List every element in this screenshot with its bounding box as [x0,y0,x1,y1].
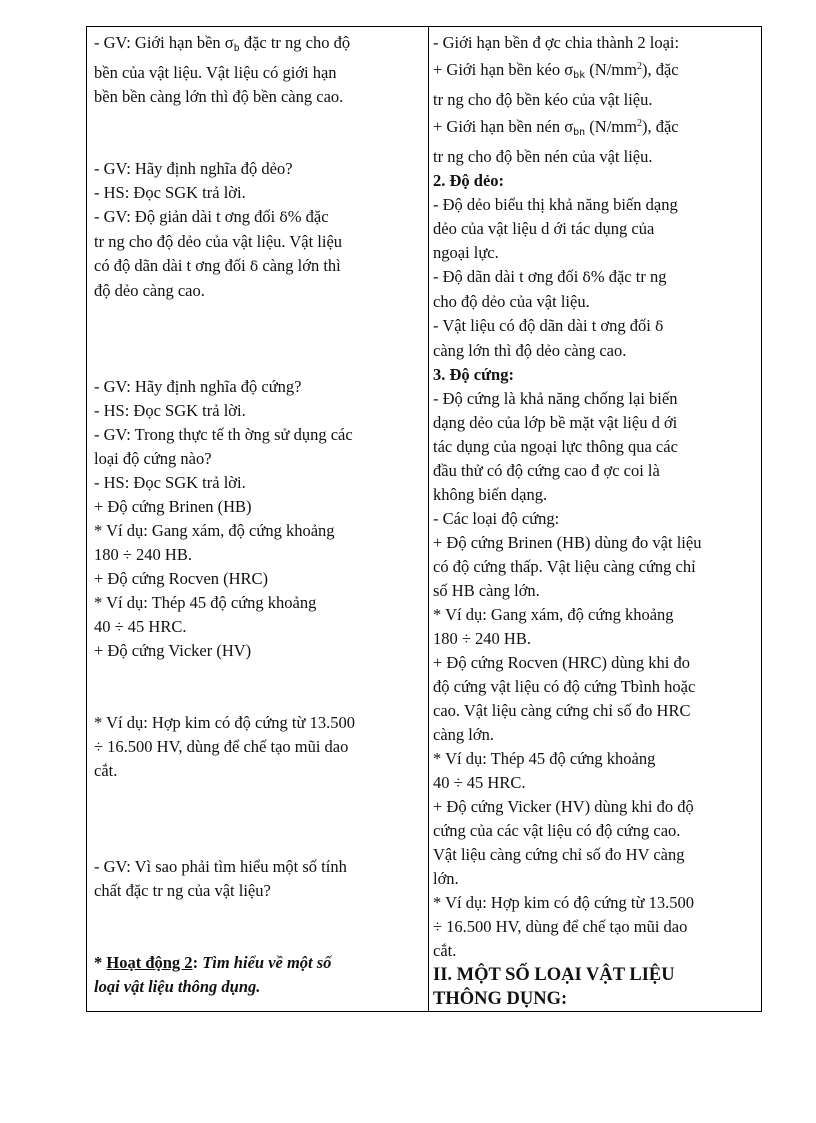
text-line: + Giới hạn bền nén $\sigma_{bn}$ $(N/mm^2)$, đặc [433,117,679,138]
text-line: + Độ cứng Rocven (HRC) [94,569,269,588]
text-line: cắt. [94,761,118,780]
text-line: - Vật liệu có độ dãn dài t ơng đối δ [433,316,664,335]
text-line: tác dụng của ngoại lực thông qua các [433,437,678,456]
activity-heading: * Hoạt động 2: Tìm hiểu về một số [94,953,332,972]
text-line: có độ cứng thấp. Vật liệu càng cứng chỉ [433,557,696,576]
text-line: + Độ cứng Brinen (HB) [94,497,252,516]
text-line: cao. Vật liệu càng cứng chỉ số đo HRC [433,701,691,720]
text-line: lớn. [433,869,459,888]
text-line: càng lớn thì độ dẻo càng cao. [433,341,627,360]
text-line: càng lớn. [433,725,494,744]
text-line: - Độ dẻo biểu thị khả năng biến dạng [433,195,678,214]
text-line: bền của vật liệu. Vật liệu có giới hạn [94,63,337,82]
text-line: * Ví dụ: Gang xám, độ cứng khoảng [433,605,674,624]
text-line: + Độ cứng Vicker (HV) [94,641,252,660]
text-line: - GV: Hãy định nghĩa độ dẻo? [94,159,293,178]
text-line: * Ví dụ: Thép 45 độ cứng khoảng [433,749,656,768]
content-column [433,31,759,1011]
text-line: tr ng cho độ dẻo của vật liệu. Vật liệu [94,232,343,251]
text-line: cho độ dẻo của vật liệu. [433,292,590,311]
text-line: + Độ cứng Vicker (HV) dùng khi đo độ [433,797,694,816]
text-line: không biến dạng. [433,485,548,504]
text-line: - GV: Trong thực tế th ờng sử dụng các [94,425,353,444]
text-line: 40 ÷ 45 HRC. [94,617,187,636]
text-line: độ cứng vật liệu có độ cứng Tbình hoặc [433,677,696,696]
text-line: - Các loại độ cứng: [433,509,560,528]
text-line: - Độ cứng là khả năng chống lại biến [433,389,678,408]
text-line: - HS: Đọc SGK trả lời. [94,473,246,492]
text-line: ngoại lực. [433,243,499,262]
text-line: - Giới hạn bền đ ợc chia thành 2 loại: [433,33,680,52]
column-divider [428,27,429,1011]
text-line: số HB càng lớn. [433,581,540,600]
text-line: - GV: Vì sao phải tìm hiểu một số tính [94,857,347,876]
section-heading-major-cont: THÔNG DỤNG: [433,989,568,1009]
section-heading: 3. Độ cứng: [433,365,514,384]
section-heading-major: II. MỘT SỐ LOẠI VẬT LIỆU [433,965,675,985]
section-heading: 2. Độ dẻo: [433,171,505,190]
text-line: * Ví dụ: Hợp kim có độ cứng từ 13.500 [94,713,355,732]
text-line: bền bền càng lớn thì độ bền càng cao. [94,87,344,106]
text-line: cắt. [433,941,457,960]
text-line: + Độ cứng Brinen (HB) dùng đo vật liệu [433,533,702,552]
text-line: - GV: Giới hạn bền $\sigma_b$ đặc tr ng cho độ [94,33,351,54]
text-line: * Ví dụ: Thép 45 độ cứng khoảng [94,593,317,612]
text-line: + Độ cứng Rocven (HRC) dùng khi đo [433,653,691,672]
text-line: độ dẻo càng cao. [94,281,205,300]
text-line: cứng của các vật liệu có độ cứng cao. [433,821,681,840]
text-line: 180 ÷ 240 HB. [433,629,531,648]
text-line: - HS: Đọc SGK trả lời. [94,183,246,202]
teacher-activity-column [94,31,422,999]
text-line: ÷ 16.500 HV, dùng để chế tạo mũi dao [94,737,349,756]
text-line: ÷ 16.500 HV, dùng để chế tạo mũi dao [433,917,688,936]
text-line: - HS: Đọc SGK trả lời. [94,401,246,420]
text-line: * Ví dụ: Hợp kim có độ cứng từ 13.500 [433,893,694,912]
activity-heading-cont: loại vật liệu thông dụng. [94,977,261,996]
text-line: - Độ dãn dài t ơng đối δ% đặc tr ng [433,267,667,286]
text-line: dẻo của vật liệu d ới tác dụng của [433,219,655,238]
text-line: tr ng cho độ bền kéo của vật liệu. [433,90,653,109]
text-line: tr ng cho độ bền nén của vật liệu. [433,147,653,166]
text-line: đầu thử có độ cứng cao đ ợc coi là [433,461,660,480]
text-line: dạng dẻo của lớp bề mặt vật liệu d ới [433,413,678,432]
text-line: 180 ÷ 240 HB. [94,545,192,564]
text-line: - GV: Hãy định nghĩa độ cứng? [94,377,302,396]
text-line: + Giới hạn bền kéo $\sigma_{bk}$ $(N/mm^2)$, đặc [433,60,679,81]
text-line: loại độ cứng nào? [94,449,212,468]
text-line: Vật liệu càng cứng chỉ số đo HV càng [433,845,685,864]
text-line: chất đặc tr ng của vật liệu? [94,881,271,900]
lesson-table [86,26,762,1012]
text-line: - GV: Độ giản dài t ơng đối δ% đặc [94,207,329,226]
text-line: có độ dãn dài t ơng đối δ càng lớn thì [94,256,341,275]
text-line: 40 ÷ 45 HRC. [433,773,526,792]
text-line: * Ví dụ: Gang xám, độ cứng khoảng [94,521,335,540]
